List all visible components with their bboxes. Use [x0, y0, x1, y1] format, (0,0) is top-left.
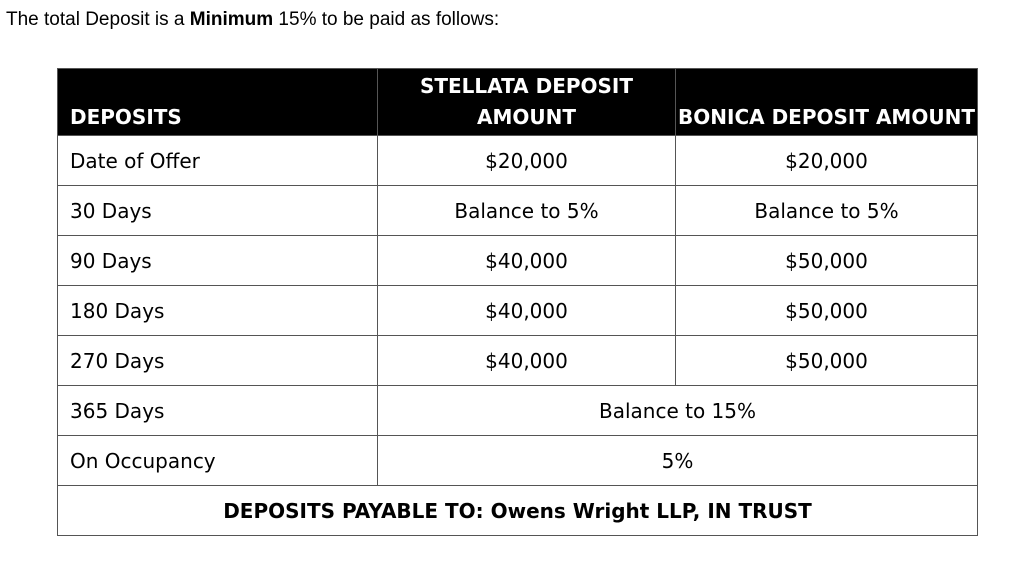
- table-row: [58, 386, 978, 436]
- table-row: [58, 286, 978, 336]
- table-row: [58, 136, 978, 186]
- row-label: 30 Days: [58, 186, 378, 236]
- table-footer-row: [58, 486, 978, 536]
- row-label: 180 Days: [58, 286, 378, 336]
- intro-text: [6, 9, 499, 31]
- stellata-amount: $40,000: [378, 336, 676, 386]
- deposit-schedule-table: [57, 68, 978, 536]
- stellata-amount: $40,000: [378, 286, 676, 336]
- bonica-amount: $50,000: [676, 336, 978, 386]
- header-stellata: STELLATA DEPOSIT AMOUNT: [378, 69, 676, 136]
- table-row: [58, 236, 978, 286]
- bonica-amount: Balance to 5%: [676, 186, 978, 236]
- table-header-row: [58, 69, 978, 136]
- intro-prefix: The total Deposit is a: [6, 9, 190, 30]
- stellata-amount: $20,000: [378, 136, 676, 186]
- combined-amount: 5%: [378, 436, 978, 486]
- row-label: 90 Days: [58, 236, 378, 286]
- stellata-amount: Balance to 5%: [378, 186, 676, 236]
- table-row: [58, 336, 978, 386]
- bonica-amount: $20,000: [676, 136, 978, 186]
- table-row: [58, 436, 978, 486]
- header-bonica: BONICA DEPOSIT AMOUNT: [676, 69, 978, 136]
- row-label: On Occupancy: [58, 436, 378, 486]
- row-label: 270 Days: [58, 336, 378, 386]
- stellata-amount: $40,000: [378, 236, 676, 286]
- bonica-amount: $50,000: [676, 286, 978, 336]
- bonica-amount: $50,000: [676, 236, 978, 286]
- row-label: 365 Days: [58, 386, 378, 436]
- row-label: Date of Offer: [58, 136, 378, 186]
- table-row: [58, 186, 978, 236]
- payable-to-note: DEPOSITS PAYABLE TO: Owens Wright LLP, IN TRUST: [58, 486, 978, 536]
- header-deposits: DEPOSITS: [58, 69, 378, 136]
- combined-amount: Balance to 15%: [378, 386, 978, 436]
- intro-suffix: 15% to be paid as follows:: [273, 9, 500, 30]
- intro-emphasis: Minimum: [189, 9, 274, 30]
